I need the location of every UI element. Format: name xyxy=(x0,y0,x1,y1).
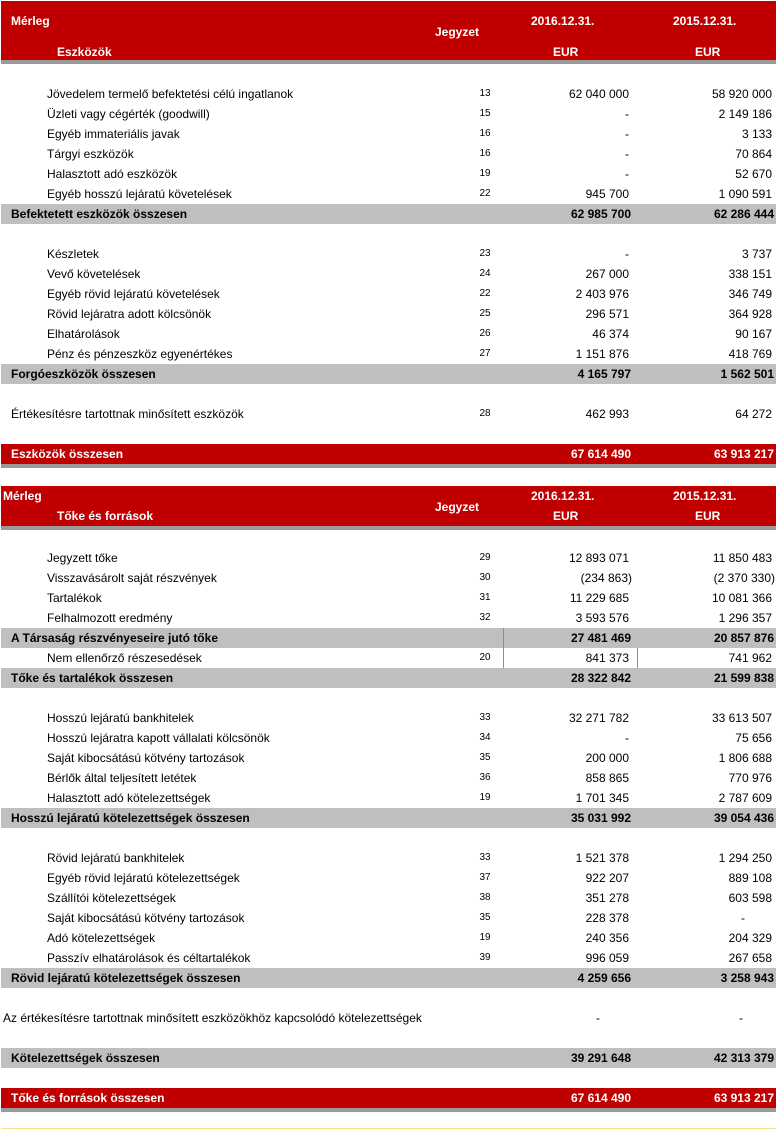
table-row xyxy=(1,768,776,788)
row-label: Felhalmozott eredmény xyxy=(47,611,173,625)
row-label: Szállítói kötelezettségek xyxy=(47,891,176,905)
row-label: Egyéb rövid lejáratú követelések xyxy=(47,287,220,301)
row-label: Egyéb immateriális javak xyxy=(47,127,180,141)
column-divider xyxy=(637,648,638,668)
row-label: Eszközök összesen xyxy=(11,447,124,461)
row-value-2015: 338 151 xyxy=(728,267,772,281)
row-value-2015: (2 370 330) xyxy=(713,571,775,585)
row-note: 22 xyxy=(479,188,491,199)
table-row xyxy=(1,104,776,124)
row-value-2015: 770 976 xyxy=(728,771,772,785)
row-value-2015: 346 749 xyxy=(728,287,772,301)
subtotal-row xyxy=(1,364,776,384)
row-note: 13 xyxy=(479,88,491,99)
row-value-2015: 1 294 250 xyxy=(718,851,772,865)
row-value-2016: 2 403 976 xyxy=(575,287,629,301)
row-value-2016: 67 614 490 xyxy=(570,1091,631,1105)
row-label: Nem ellenőrző részesedések xyxy=(47,651,202,665)
liabilities-header-col1: 2016.12.31. xyxy=(531,489,595,503)
row-note: 22 xyxy=(479,288,491,299)
row-value-2016: - xyxy=(625,147,629,161)
row-value-2016: 200 000 xyxy=(585,751,629,765)
row-value-2016: 35 031 992 xyxy=(570,811,631,825)
row-note: 35 xyxy=(479,912,491,923)
row-note: 28 xyxy=(479,408,491,419)
table-row xyxy=(1,788,776,808)
table-row xyxy=(1,264,776,284)
row-value-2016: 351 278 xyxy=(585,891,629,905)
row-note: 39 xyxy=(479,952,491,963)
assets-header-subtitle: Eszközök xyxy=(57,45,112,59)
subtotal-row xyxy=(1,668,776,688)
subtotal-row xyxy=(1,204,776,224)
row-value-2016: - xyxy=(596,1011,600,1025)
row-label: Passzív elhatárolások és céltartalékok xyxy=(47,951,251,965)
table-row xyxy=(1,304,776,324)
row-value-2016: 1 151 876 xyxy=(575,347,629,361)
row-note: 16 xyxy=(479,128,491,139)
row-value-2016: (234 863) xyxy=(580,571,632,585)
row-value-2015: 10 081 366 xyxy=(711,591,772,605)
row-value-2015: 1 090 591 xyxy=(718,187,772,201)
assets-header-col2: 2015.12.31. xyxy=(673,14,737,28)
row-value-2015: 267 658 xyxy=(728,951,772,965)
table-row xyxy=(1,588,776,608)
row-value-2015: 33 613 507 xyxy=(711,711,772,725)
row-value-2016: - xyxy=(625,167,629,181)
row-value-2015: 1 562 501 xyxy=(720,367,774,381)
bottom-divider xyxy=(1,1128,776,1129)
table-row xyxy=(1,284,776,304)
row-value-2016: 39 291 648 xyxy=(570,1051,631,1065)
table-row xyxy=(1,184,776,204)
row-value-2015: 58 920 000 xyxy=(711,87,772,101)
row-value-2015: 3 258 943 xyxy=(720,971,774,985)
row-value-2016: 46 374 xyxy=(592,327,629,341)
row-value-2016: 11 229 685 xyxy=(569,591,629,605)
row-value-2016: 240 356 xyxy=(585,931,629,945)
row-value-2016: 28 322 842 xyxy=(570,671,631,685)
row-note: 16 xyxy=(479,148,491,159)
table-row xyxy=(1,124,776,144)
row-note: 37 xyxy=(479,872,491,883)
total-row xyxy=(1,444,776,468)
row-label: Hosszú lejáratú kötelezettségek összesen xyxy=(11,811,250,825)
row-value-2015: 63 913 217 xyxy=(713,447,774,461)
assets-header-cur1: EUR xyxy=(553,45,579,59)
row-label: Elhatárolások xyxy=(47,327,120,341)
table-row xyxy=(1,144,776,164)
assets-header-note: Jegyzet xyxy=(435,25,480,39)
row-note: 19 xyxy=(479,932,491,943)
row-value-2016: 4 259 656 xyxy=(577,971,631,985)
row-value-2015: 70 864 xyxy=(735,147,772,161)
row-label: Tőke és tartalékok összesen xyxy=(11,671,174,685)
row-value-2015: 63 913 217 xyxy=(713,1091,774,1105)
row-value-2015: 603 598 xyxy=(728,891,772,905)
assets-header xyxy=(1,1,776,64)
row-value-2016: 462 993 xyxy=(585,407,629,421)
subtotal-row xyxy=(1,808,776,828)
row-note: 15 xyxy=(479,108,491,119)
subtotal-row xyxy=(1,628,776,648)
row-label: Bérlők által teljesített letétek xyxy=(47,771,197,785)
row-label: Tartalékok xyxy=(47,591,102,605)
row-value-2015: 1 806 688 xyxy=(718,751,772,765)
row-note: 24 xyxy=(479,268,491,279)
row-label: A Társaság részvényeseire jutó tőke xyxy=(11,631,218,645)
row-label: Rövid lejáratra adott kölcsönök xyxy=(47,307,212,321)
table-row xyxy=(1,908,776,928)
row-label: Hosszú lejáratra kapott vállalati kölcsönök xyxy=(47,731,270,745)
row-value-2015: 75 656 xyxy=(735,731,772,745)
row-label: Halasztott adó eszközök xyxy=(47,167,178,181)
row-note: 20 xyxy=(479,652,491,663)
row-label: Pénz és pénzeszköz egyenértékes xyxy=(47,347,233,361)
subtotal-row xyxy=(1,1048,776,1068)
row-value-2015: 42 313 379 xyxy=(713,1051,774,1065)
row-value-2015: 11 850 483 xyxy=(712,551,772,565)
row-value-2015: 204 329 xyxy=(728,931,772,945)
row-note: 34 xyxy=(479,732,491,743)
row-label: Adó kötelezettségek xyxy=(47,931,156,945)
table-row xyxy=(1,748,776,768)
row-value-2016: - xyxy=(625,731,629,745)
row-label: Vevő követelések xyxy=(47,267,141,281)
row-note: 19 xyxy=(479,792,491,803)
table-row xyxy=(1,648,776,668)
row-value-2015: 62 286 444 xyxy=(713,207,774,221)
table-row xyxy=(1,548,776,568)
table-row xyxy=(1,1008,776,1028)
row-value-2015: 2 149 186 xyxy=(718,107,772,121)
row-value-2015: 3 737 xyxy=(741,247,772,261)
row-value-2016: 267 000 xyxy=(585,267,629,281)
table-row xyxy=(1,608,776,628)
row-value-2015: 21 599 838 xyxy=(713,671,774,685)
row-value-2016: 67 614 490 xyxy=(570,447,631,461)
table-row xyxy=(1,324,776,344)
table-row xyxy=(1,708,776,728)
row-value-2016: 62 985 700 xyxy=(570,207,631,221)
row-value-2015: 20 857 876 xyxy=(713,631,774,645)
table-row xyxy=(1,928,776,948)
row-value-2015: 90 167 xyxy=(735,327,772,341)
row-value-2015: 364 928 xyxy=(728,307,772,321)
row-value-2015: 64 272 xyxy=(735,407,772,421)
row-note: 23 xyxy=(479,248,491,259)
row-note: 33 xyxy=(479,712,491,723)
row-value-2016: 1 701 345 xyxy=(575,791,629,805)
row-label: Saját kibocsátású kötvény tartozások xyxy=(47,911,245,925)
row-value-2015: - xyxy=(739,1011,743,1025)
row-note: 35 xyxy=(479,752,491,763)
row-value-2015: 889 108 xyxy=(728,871,772,885)
row-label: Rövid lejáratú bankhitelek xyxy=(47,851,185,865)
column-divider xyxy=(503,628,504,648)
liabilities-header-title: Mérleg xyxy=(3,489,42,503)
row-value-2016: 12 893 071 xyxy=(568,551,629,565)
row-value-2016: 996 059 xyxy=(585,951,629,965)
row-value-2016: 228 378 xyxy=(585,911,629,925)
table-row xyxy=(1,568,776,588)
row-label: Egyéb rövid lejáratú kötelezettségek xyxy=(47,871,240,885)
table-row xyxy=(1,164,776,184)
table-row xyxy=(1,84,776,104)
row-value-2016: 945 700 xyxy=(585,187,629,201)
table-row xyxy=(1,948,776,968)
liabilities-header xyxy=(1,486,776,530)
row-note: 33 xyxy=(479,852,491,863)
row-value-2015: 52 670 xyxy=(735,167,772,181)
table-row xyxy=(1,888,776,908)
assets-header-cur2: EUR xyxy=(695,45,721,59)
row-value-2016: - xyxy=(625,107,629,121)
table-row xyxy=(1,728,776,748)
subtotal-row xyxy=(1,968,776,988)
row-label: Befektetett eszközök összesen xyxy=(11,207,188,221)
row-label: Értékesítésre tartottnak minősített eszközök xyxy=(11,407,244,421)
row-label: Kötelezettségek összesen xyxy=(11,1051,160,1065)
row-value-2016: 32 271 782 xyxy=(568,711,629,725)
row-label: Rövid lejáratú kötelezettségek összesen xyxy=(11,971,241,985)
table-row xyxy=(1,244,776,264)
row-label: Jövedelem termelő befektetési célú ingatlanok xyxy=(47,87,294,101)
row-note: 38 xyxy=(479,892,491,903)
liabilities-header-col2: 2015.12.31. xyxy=(673,489,737,503)
row-value-2016: 4 165 797 xyxy=(577,367,631,381)
liabilities-header-cur2: EUR xyxy=(695,509,721,523)
table-row xyxy=(1,404,776,424)
row-value-2016: 62 040 000 xyxy=(568,87,629,101)
row-value-2016: 27 481 469 xyxy=(570,631,631,645)
table-row xyxy=(1,344,776,364)
row-note: 19 xyxy=(479,168,491,179)
assets-header-col1: 2016.12.31. xyxy=(531,14,595,28)
row-value-2015: 418 769 xyxy=(728,347,772,361)
row-value-2015: 2 787 609 xyxy=(718,791,772,805)
table-row xyxy=(1,848,776,868)
row-note: 31 xyxy=(479,592,491,603)
row-label: Jegyzett tőke xyxy=(47,551,118,565)
assets-header-title: Mérleg xyxy=(11,14,50,28)
row-label: Készletek xyxy=(47,247,100,261)
row-value-2016: - xyxy=(625,127,629,141)
row-note: 32 xyxy=(479,612,491,623)
row-value-2016: 858 865 xyxy=(585,771,629,785)
row-note: 25 xyxy=(479,308,491,319)
row-label: Üzleti vagy cégérték (goodwill) xyxy=(47,107,210,121)
row-value-2015: 1 296 357 xyxy=(718,611,772,625)
liabilities-header-cur1: EUR xyxy=(553,509,579,523)
row-note: 29 xyxy=(479,552,491,563)
row-label: Egyéb hosszú lejáratú követelések xyxy=(47,187,232,201)
row-value-2016: 841 373 xyxy=(585,651,629,665)
row-value-2016: 922 207 xyxy=(585,871,629,885)
row-note: 36 xyxy=(479,772,491,783)
row-value-2016: - xyxy=(625,247,629,261)
row-value-2015: - xyxy=(741,911,745,925)
row-label: Halasztott adó kötelezettségek xyxy=(47,791,211,805)
row-label: Az értékesítésre tartottnak minősített eszközökhöz kapcsolódó kötelezettségek xyxy=(3,1011,422,1025)
row-note: 27 xyxy=(479,348,491,359)
row-label: Saját kibocsátású kötvény tartozások xyxy=(47,751,245,765)
liabilities-header-subtitle: Tőke és források xyxy=(57,509,154,523)
row-value-2015: 3 133 xyxy=(741,127,772,141)
row-value-2015: 39 054 436 xyxy=(713,811,774,825)
row-value-2016: 1 521 378 xyxy=(575,851,629,865)
row-label: Tárgyi eszközök xyxy=(47,147,134,161)
row-value-2016: 3 593 576 xyxy=(575,611,629,625)
liabilities-header-note: Jegyzet xyxy=(435,500,480,514)
row-label: Forgóeszközök összesen xyxy=(11,367,156,381)
row-label: Tőke és források összesen xyxy=(11,1091,165,1105)
column-divider xyxy=(503,648,504,668)
table-row xyxy=(1,868,776,888)
row-label: Visszavásárolt saját részvények xyxy=(47,571,217,585)
row-note: 30 xyxy=(479,572,491,583)
total-row xyxy=(1,1088,776,1112)
row-value-2016: 296 571 xyxy=(585,307,629,321)
row-note: 26 xyxy=(479,328,491,339)
row-label: Hosszú lejáratú bankhitelek xyxy=(47,711,194,725)
row-value-2015: 741 962 xyxy=(728,651,772,665)
